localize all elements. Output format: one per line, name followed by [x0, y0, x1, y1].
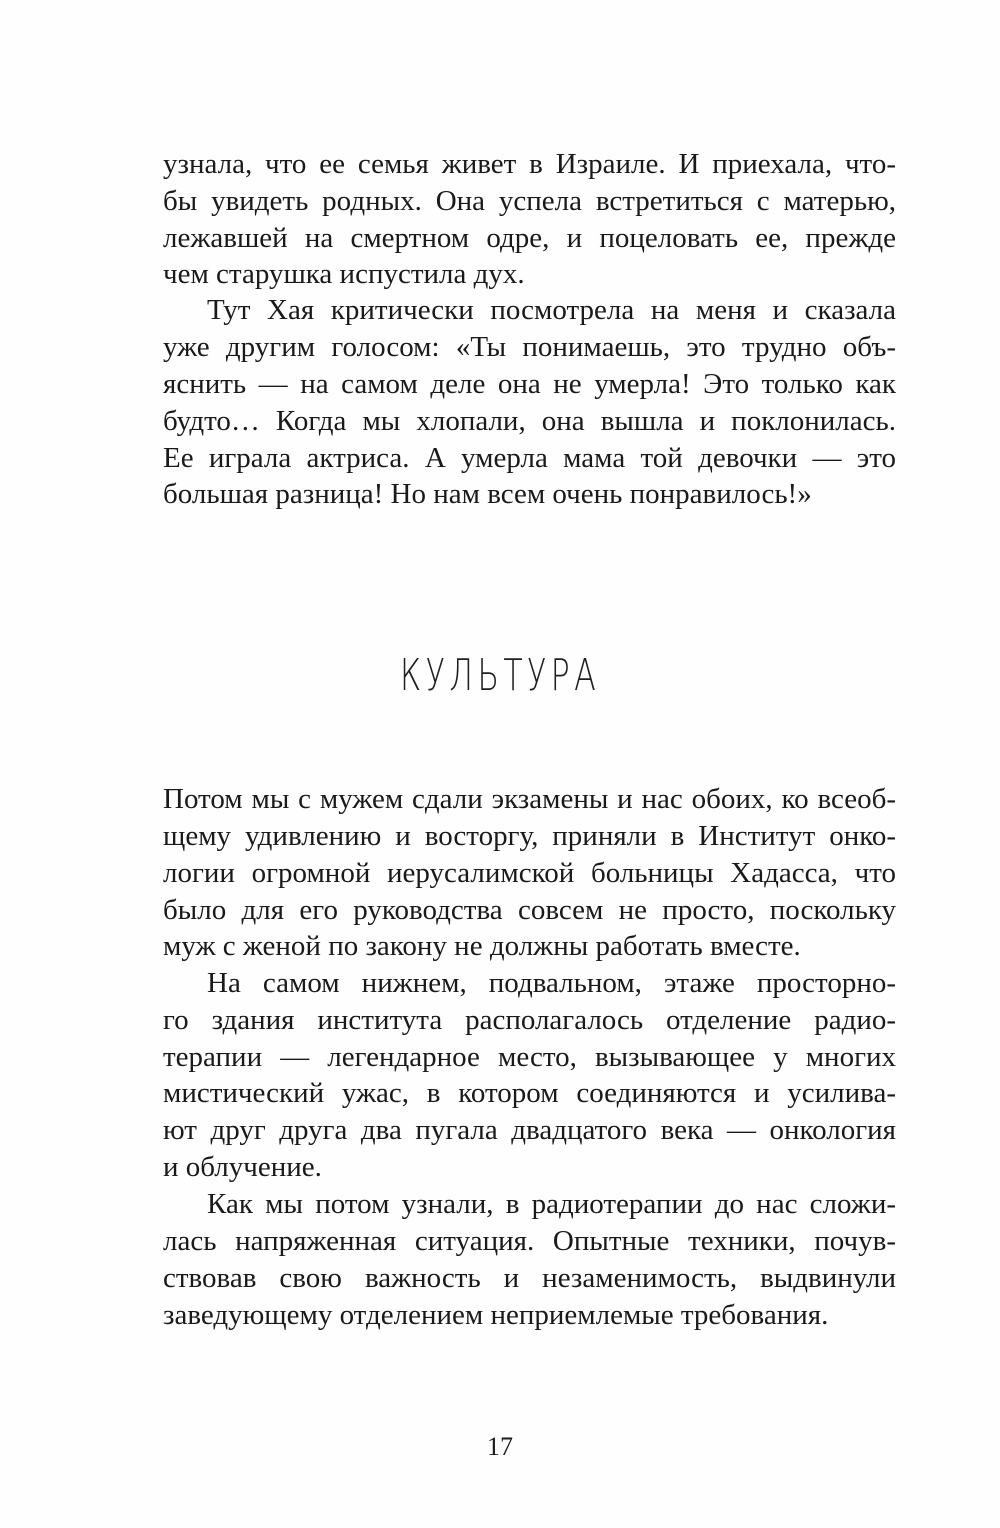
text-line: уже другим голосом: «Ты понимаешь, это трудно объ-: [163, 331, 896, 363]
text-line: Потом мы с мужем сдали экзамены и нас обоих, ко всеоб-: [163, 783, 896, 815]
text-line: узнала, что ее семья живет в Израиле. И приехала, что-: [163, 148, 896, 180]
text-line: было для его руководства совсем не просто, поскольку: [163, 894, 896, 926]
page-number: 17: [487, 1432, 513, 1461]
text-line: и облучение.: [163, 1151, 322, 1183]
text-line: терапии — легендарное место, вызывающее у многих: [163, 1041, 896, 1073]
text-line: мистический ужас, в котором соединяются и усилива-: [163, 1077, 896, 1109]
text-line: лежавшей на смертном одре, и поцеловать ее, прежде: [163, 222, 896, 254]
text-line: Ее играла актриса. А умерла мама той девочки — это: [163, 442, 896, 474]
text-line: ют друг друга два пугала двадцатого века — онкология: [163, 1114, 896, 1146]
text-line: лась напряженная ситуация. Опытные техники, почув-: [163, 1225, 896, 1257]
paragraph-start-line: На самом нижнем, подвальном, этаже просторно-: [207, 967, 896, 999]
chapter-title: КУЛЬТУРА: [399, 650, 601, 701]
text-line: ствовав свою важность и незаменимость, выдвинули: [163, 1262, 896, 1294]
text-line: будто… Когда мы хлопали, она вышла и поклонилась.: [163, 405, 896, 437]
text-line: заведующему отделением неприемлемые требования.: [163, 1299, 829, 1331]
paragraph-start-line: Как мы потом узнали, в радиотерапии до нас сложи-: [207, 1188, 896, 1220]
text-line: большая разница! Но нам всем очень понравилось!»: [163, 478, 812, 510]
paragraph-start-line: Тут Хая критически посмотрела на меня и сказала: [207, 294, 896, 326]
text-line: муж с женой по закону не должны работать вместе.: [163, 930, 801, 962]
text-line: логии огромной иерусалимской больницы Хадасса, что: [163, 857, 896, 889]
text-line: щему удивлению и восторгу, приняли в Институт онко-: [163, 820, 896, 852]
text-line: яснить — на самом деле она не умерла! Это только как: [163, 368, 896, 400]
text-line: чем старушка испустила дух.: [163, 258, 525, 290]
text-line: бы увидеть родных. Она успела встретиться с матерью,: [163, 185, 896, 217]
text-line: го здания института располагалось отделение радио-: [163, 1004, 896, 1036]
